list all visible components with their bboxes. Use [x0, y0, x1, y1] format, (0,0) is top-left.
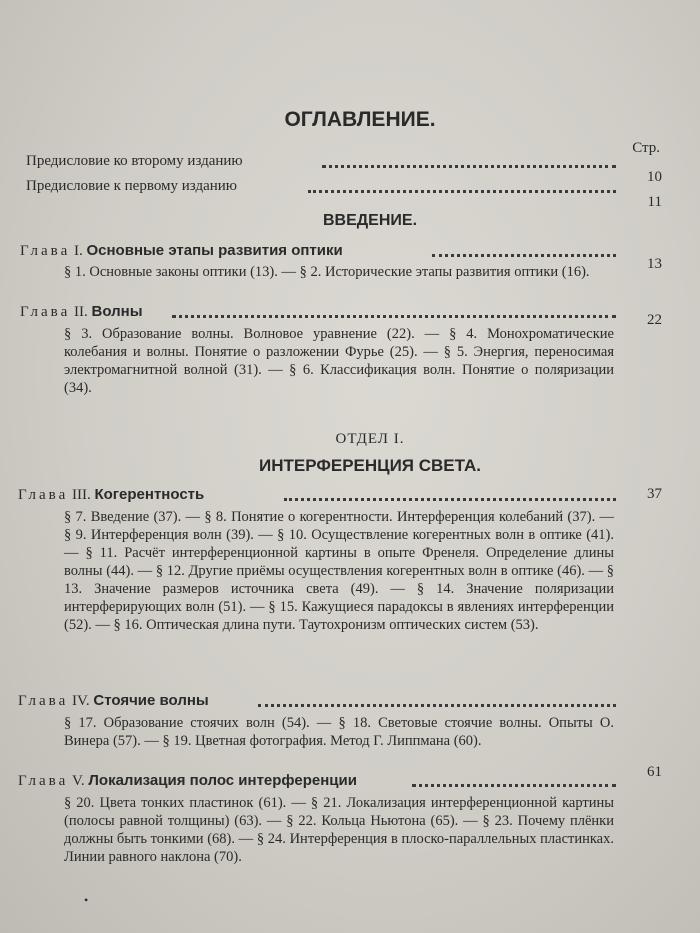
- chapter-page: 13: [647, 256, 662, 272]
- part-title: ИНТЕРФЕРЕНЦИЯ СВЕТА.: [259, 456, 481, 475]
- toc-entry-preface-2[interactable]: [0, 153, 700, 185]
- leader-dots: [284, 486, 616, 501]
- chapter-number: I.: [73, 243, 83, 259]
- leader-dots: [172, 303, 616, 318]
- chapter-summary: § 1. Основные законы оптики (13). — § 2. Исторические этапы развития оптики (16).: [64, 264, 590, 280]
- chapter-title: Основные этапы развития оптики: [86, 242, 343, 259]
- page-column-label: Стр.: [632, 140, 660, 156]
- toc-entry-label: Предисловие ко второму изданию: [26, 153, 243, 169]
- print-mark: •: [84, 893, 89, 907]
- chapter-title: Волны: [91, 303, 143, 320]
- leader-dots: [308, 178, 616, 193]
- leader-dots: [258, 692, 616, 707]
- toc-chapter-5[interactable]: [0, 764, 700, 794]
- chapter-prefix: Глава: [18, 773, 69, 789]
- chapter-prefix: Глава: [18, 693, 69, 709]
- leader-dots: [322, 153, 616, 168]
- chapter-page: 37: [647, 486, 662, 502]
- chapter-summary: § 20. Цвета тонких пластинок (61). — § 21. Локализация интерференционной картины (полосы равной толщины) (63). — § 22. Кольца Ньютона (65). — § 23. Почему плёнки должны быть тонкими (68). — § 24. Интерференция в плоско-параллельных пластинках. Линии равного наклона (70).: [64, 795, 614, 865]
- toc-entry-page: 11: [647, 194, 662, 210]
- toc-chapter-4[interactable]: [0, 692, 700, 714]
- toc-entry-page: 10: [647, 169, 662, 185]
- chapter-summary: § 3. Образование волны. Волновое уравнение (22). — § 4. Монохроматические колебания и волны. Понятие о разложении Фурье (25). — § 5. Энергия, переносимая электромагнитной волной (31). — § 6. Классификация волн. Понятие о поляризации (34).: [64, 326, 614, 396]
- toc-entry-label: Предисловие к первому изданию: [26, 178, 238, 194]
- chapter-number: IV.: [71, 693, 90, 709]
- chapter-number: II.: [73, 304, 88, 320]
- leader-dots: [412, 772, 616, 787]
- section-heading-intro: ВВЕДЕНИЕ.: [322, 212, 418, 229]
- chapter-title: Когерентность: [94, 486, 205, 503]
- chapter-title: Локализация полос интерференции: [88, 772, 357, 789]
- chapter-page: 22: [647, 312, 662, 328]
- toc-chapter-3[interactable]: [0, 486, 700, 508]
- part-label: ОТДЕЛ I.: [335, 431, 405, 447]
- chapter-summary: § 7. Введение (37). — § 8. Понятие о когерентности. Интерференция колебаний (37). — § 9. Интерференция волн (39). — § 10. Осуществление когерентных волн в оптике (41). — § 11. Расчёт интерференционной картины в опыте Френеля. Определение длины волны (44). — § 12. Другие приёмы осуществления когерентных волн в оптике (46). — § 13. Значение размеров источника света (49). — § 14. Значение поляризации интерферирующих волн (51). — § 15. Кажущиеся парадоксы в явлениях интерференции (52). — § 16. Оптическая длина пути. Таутохронизм оптических систем (53).: [64, 509, 614, 633]
- chapter-number: V.: [71, 773, 85, 789]
- chapter-page: 61: [647, 764, 662, 780]
- chapter-prefix: Глава: [18, 487, 69, 503]
- chapter-title: Стоячие волны: [93, 692, 209, 709]
- page-title: ОГЛАВЛЕНИЕ.: [284, 108, 436, 131]
- chapter-summary: § 17. Образование стоячих волн (54). — § 18. Световые стоячие волны. Опыты О. Винера (57). — § 19. Цветная фотография. Метод Г. Липпмана (60).: [64, 715, 614, 749]
- chapter-prefix: Глава: [20, 243, 71, 259]
- toc-entry-preface-1[interactable]: [0, 178, 700, 210]
- toc-chapter-2[interactable]: [0, 303, 700, 328]
- leader-dots: [432, 242, 616, 257]
- chapter-prefix: Глава: [20, 304, 71, 320]
- chapter-number: III.: [71, 487, 91, 503]
